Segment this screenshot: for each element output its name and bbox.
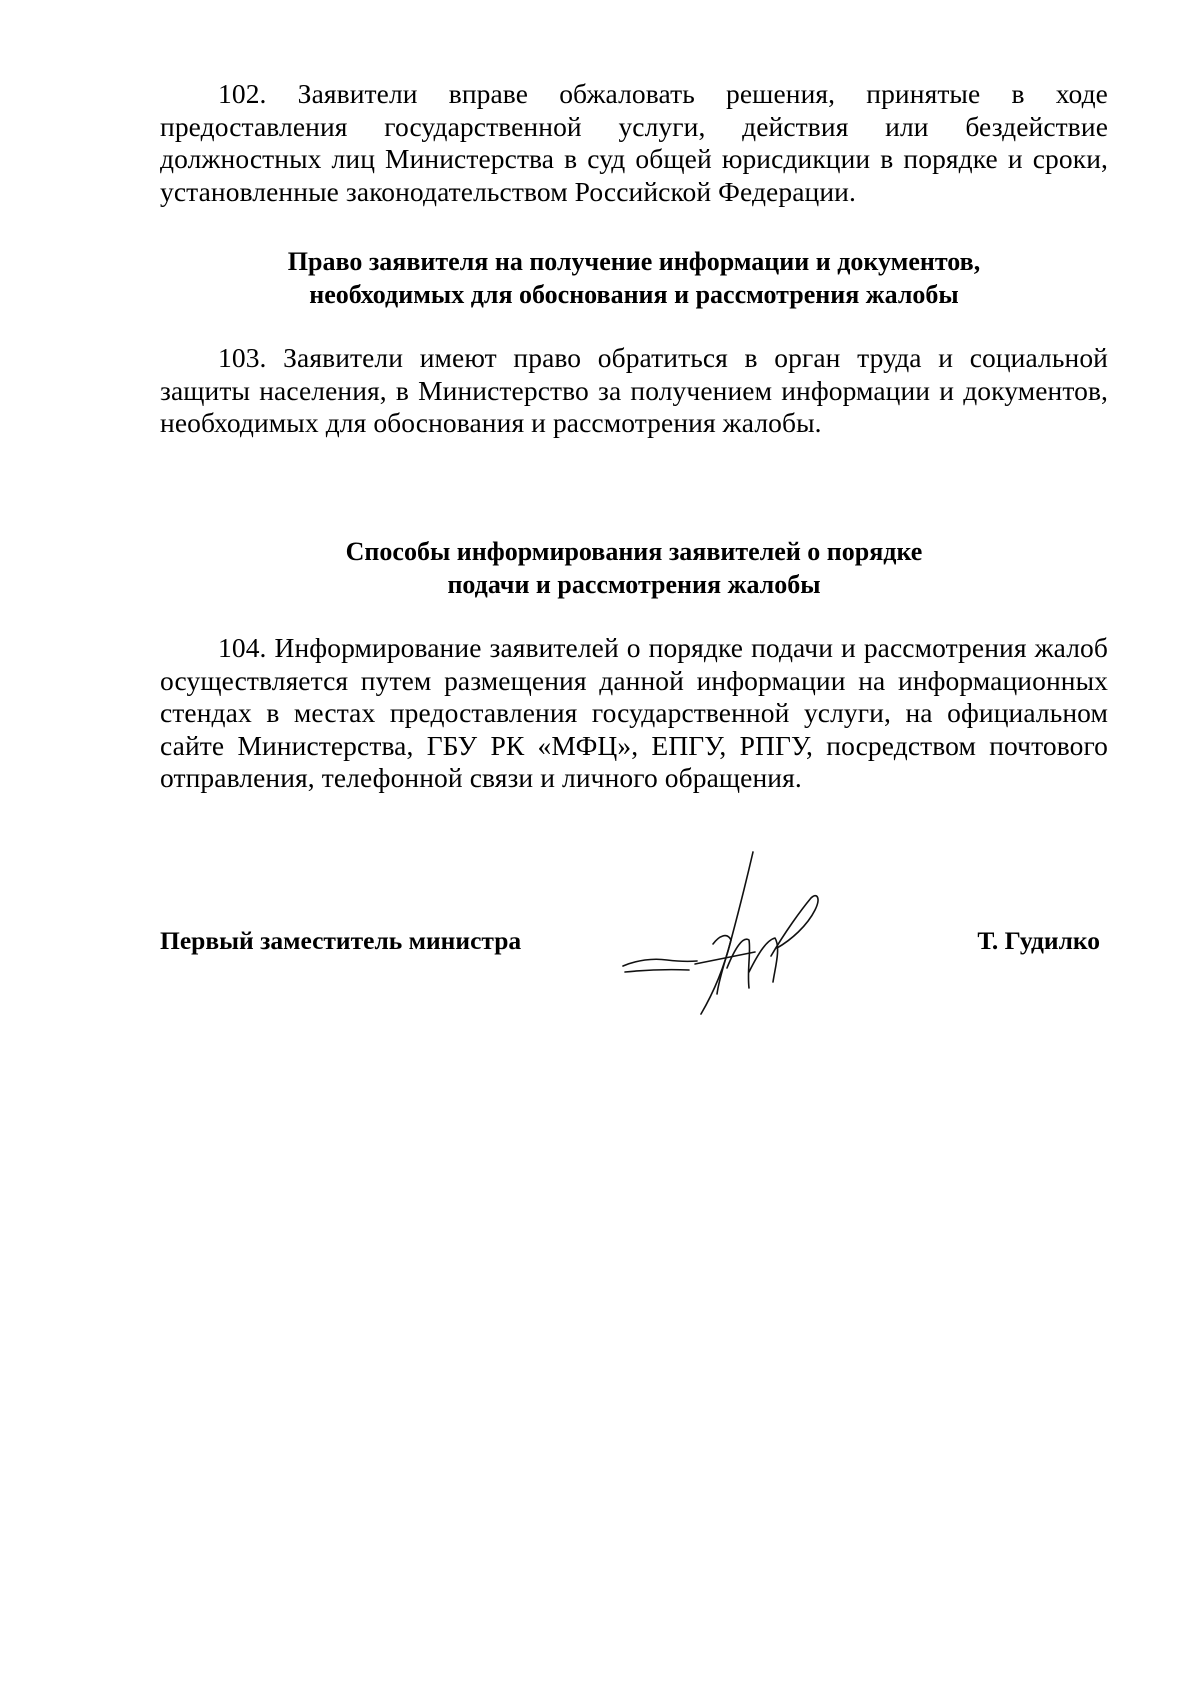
- section-heading-complaint-info-right: [160, 245, 1108, 311]
- section-heading-informing-methods: [160, 535, 1108, 601]
- signatory-name: Т. Гудилко: [977, 926, 1100, 955]
- heading-1-line-1: Право заявителя на получение информации и документов,: [287, 247, 981, 276]
- paragraph-102: [160, 78, 1108, 208]
- handwritten-signature: [615, 848, 845, 1023]
- signatory-role: Первый заместитель министра: [160, 926, 522, 955]
- paragraph-103: [160, 342, 1108, 440]
- heading-1-line-2: необходимых для обоснования и рассмотрения жалобы: [309, 280, 959, 309]
- heading-2-line-2: подачи и рассмотрения жалобы: [447, 570, 821, 599]
- heading-2-line-1: Способы информирования заявителей о порядке: [345, 537, 923, 566]
- signature-block: [160, 920, 1108, 1030]
- paragraph-102-text: 102. Заявители вправе обжаловать решения, принятые в ходе предоставления государственной услуги, действия или бездействие должностных лиц Министерства в суд общей юрисдикции в порядке и сроки, установленные законодательством Российской Федерации.: [160, 78, 1108, 207]
- paragraph-104: [160, 632, 1108, 795]
- paragraph-104-text: 104. Информирование заявителей о порядке подачи и рассмотрения жалоб осуществляется путем размещения данной информации на информационных стендах в местах предоставления государственной услуги, на официальном сайте Министерства, ГБУ РК «МФЦ», ЕПГУ, РПГУ, посредством почтового отправления, телефонной связи и личного обращения.: [160, 632, 1108, 793]
- paragraph-103-text: 103. Заявители имеют право обратиться в орган труда и социальной защиты населения, в Министерство за получением информации и документов, необходимых для обоснования и рассмотрения жалобы.: [160, 342, 1108, 438]
